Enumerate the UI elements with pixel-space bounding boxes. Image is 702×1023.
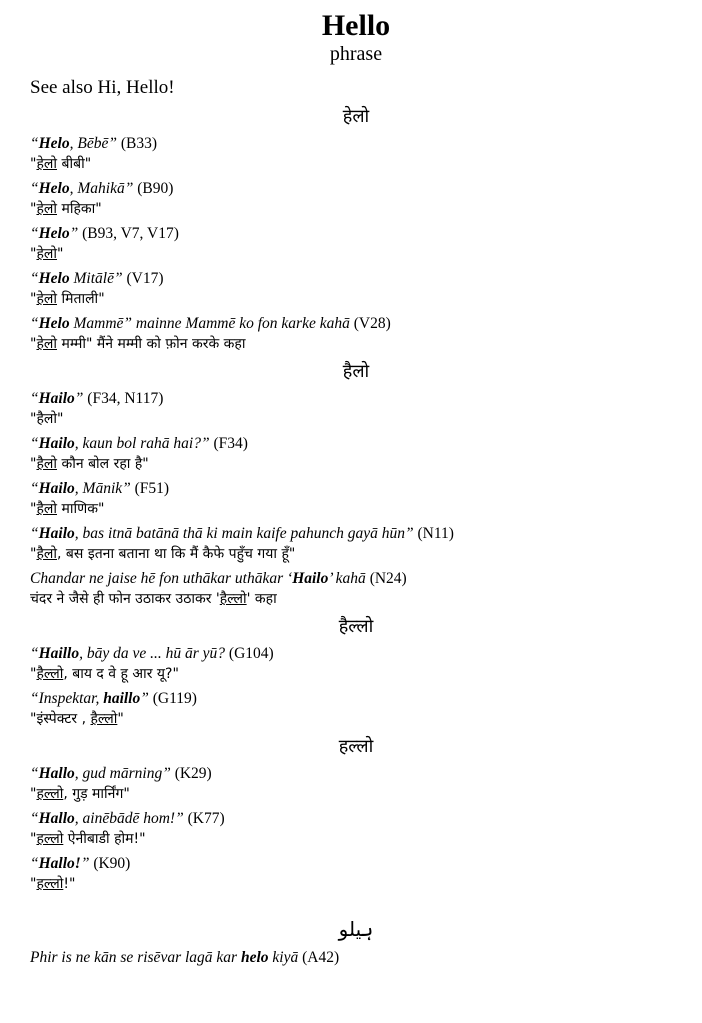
devanagari-pre: "हैलो" xyxy=(30,411,64,427)
entry-latin xyxy=(30,314,682,334)
devanagari-post: , गुड़ मार्निंग" xyxy=(63,786,130,802)
entry-latin xyxy=(30,764,682,784)
part-of-speech: phrase xyxy=(329,43,383,65)
entry-source: (N24) xyxy=(365,570,407,587)
entry-keyword: Hallo xyxy=(38,765,75,782)
entry-quote xyxy=(30,435,210,452)
devanagari-highlight: हेलो xyxy=(36,201,58,217)
entry-latin xyxy=(30,809,682,829)
entry-keyword: Hailo xyxy=(38,480,75,497)
devanagari-post: ' कहा xyxy=(246,591,277,607)
entry-devanagari xyxy=(30,244,682,264)
entry-quote xyxy=(30,525,414,542)
entry-source: (B90) xyxy=(133,180,174,197)
entry-latin xyxy=(30,569,682,589)
entry-keyword: Helo xyxy=(38,225,70,242)
devanagari-post: मम्मी" मैंने मम्मी को फ़ोन करके कहा xyxy=(57,336,246,352)
devanagari-pre: " xyxy=(30,336,37,352)
devanagari-highlight: हैलो xyxy=(36,456,58,472)
urdu-entry xyxy=(30,948,682,968)
entry-pre: “ xyxy=(30,645,39,662)
devanagari-highlight: हैलो xyxy=(36,546,58,562)
entry-post: Mammē” mainne Mammē ko fon karke kahā xyxy=(69,315,350,332)
entry-post: kiyā xyxy=(268,949,299,966)
devanagari-pre: " xyxy=(30,876,37,892)
entry-devanagari xyxy=(30,589,682,609)
entry-keyword: Hailo xyxy=(38,525,75,542)
entry-pre: “ xyxy=(30,270,39,287)
entry-latin xyxy=(30,854,682,874)
devanagari-highlight: हैल्लो xyxy=(90,711,118,727)
entry-latin xyxy=(30,948,682,968)
entry-source: (F34, N117) xyxy=(83,390,164,407)
entry-keyword: helo xyxy=(240,949,269,966)
entry xyxy=(30,269,682,309)
devanagari-highlight: हैल्लो xyxy=(36,666,64,682)
entry-post: , Mahikā” xyxy=(69,180,134,197)
entry xyxy=(30,569,682,609)
entry-keyword: Helo xyxy=(38,270,70,287)
entry-post: ’ kahā xyxy=(328,570,366,587)
entry-pre: “ xyxy=(30,480,39,497)
entry-source: (G119) xyxy=(148,690,197,707)
devanagari-highlight: हल्लो xyxy=(36,831,64,847)
entry-post: , bas itnā batānā thā ki main kaife pahunch gayā hūn” xyxy=(74,525,414,542)
entry-post: , gud mārning” xyxy=(74,765,171,782)
devanagari-highlight: हेलो xyxy=(36,246,58,262)
entry-latin xyxy=(30,269,682,289)
entry-keyword: Hallo! xyxy=(38,855,81,872)
devanagari-highlight: हैल्लो xyxy=(219,591,247,607)
section-heading: हल्लो xyxy=(338,736,374,757)
entry-quote xyxy=(30,135,117,152)
devanagari-post: ऐनीबाडी होम!" xyxy=(63,831,146,847)
entry xyxy=(30,179,682,219)
entry-latin xyxy=(30,524,682,544)
entry-source: (F51) xyxy=(130,480,170,497)
entry-source: (A42) xyxy=(298,949,340,966)
devanagari-pre: " xyxy=(30,156,37,172)
entry-keyword: Helo xyxy=(38,180,70,197)
entry-latin xyxy=(30,134,682,154)
entry xyxy=(30,389,682,429)
devanagari-highlight: हैलो xyxy=(36,501,58,517)
devanagari-post: बीबी" xyxy=(57,156,92,172)
devanagari-pre: " xyxy=(30,831,37,847)
entry-pre: “ xyxy=(30,135,39,152)
entry-post: , Bēbē” xyxy=(69,135,117,152)
devanagari-post: , बाय द वे हू आर यू?" xyxy=(63,666,179,682)
devanagari-post: " xyxy=(57,246,64,262)
entry-devanagari xyxy=(30,199,682,219)
entry xyxy=(30,224,682,264)
entry-keyword: Helo xyxy=(38,135,70,152)
entry-post: ” xyxy=(80,855,90,872)
entry xyxy=(30,764,682,804)
entry-quote xyxy=(30,270,123,287)
entry-pre: “ xyxy=(30,855,39,872)
devanagari-post: " xyxy=(117,711,124,727)
page-title: Hello xyxy=(321,9,391,42)
entry-post: , ainēbādē hom!” xyxy=(74,810,184,827)
entry-pre: “ xyxy=(30,435,39,452)
section-heading: हैल्लो xyxy=(338,616,374,637)
entry-source: (K29) xyxy=(170,765,212,782)
entry-pre: “ xyxy=(30,315,39,332)
entry-keyword: Hallo xyxy=(38,810,75,827)
entry-quote xyxy=(30,765,171,782)
entry-source: (K77) xyxy=(183,810,225,827)
entry xyxy=(30,434,682,474)
entry-quote xyxy=(30,690,149,707)
devanagari-pre: " xyxy=(30,246,37,262)
entry-pre: “Inspektar, xyxy=(30,690,104,707)
entry-pre: Phir is ne kān se risēvar lagā kar xyxy=(30,949,241,966)
entry xyxy=(30,524,682,564)
entry-post: ” xyxy=(69,225,79,242)
entry-latin xyxy=(30,479,682,499)
entry-devanagari xyxy=(30,709,682,729)
devanagari-pre: " xyxy=(30,786,37,802)
devanagari-highlight: हेलो xyxy=(36,336,58,352)
entry-source: (B93, V7, V17) xyxy=(78,225,179,242)
section-heading: हैलो xyxy=(342,361,370,382)
entry-quote xyxy=(30,810,184,827)
entry-post: , Mānik” xyxy=(74,480,131,497)
entry xyxy=(30,314,682,354)
entry-devanagari xyxy=(30,544,682,564)
entry-devanagari xyxy=(30,874,682,894)
entry-post: , bāy da ve ... hū ār yū? xyxy=(79,645,226,662)
devanagari-post: महिका" xyxy=(57,201,102,217)
entry-pre: “ xyxy=(30,810,39,827)
entry xyxy=(30,134,682,174)
entry xyxy=(30,809,682,849)
entry-pre: “ xyxy=(30,390,39,407)
entry-source: (K90) xyxy=(89,855,131,872)
devanagari-pre: चंदर ने जैसे ही फोन उठाकर उठाकर ' xyxy=(30,591,220,607)
entry-keyword: Hailo xyxy=(292,570,329,587)
entry-devanagari xyxy=(30,664,682,684)
entry-quote xyxy=(30,645,225,662)
devanagari-highlight: हल्लो xyxy=(36,876,64,892)
devanagari-pre: " xyxy=(30,501,37,517)
entry-devanagari xyxy=(30,409,682,429)
section-heading: हेलो xyxy=(342,106,370,127)
devanagari-post: कौन बोल रहा है" xyxy=(57,456,149,472)
entry-keyword: Hailo xyxy=(38,390,75,407)
entry-source: (V28) xyxy=(349,315,391,332)
devanagari-pre: " xyxy=(30,456,37,472)
entry-devanagari xyxy=(30,289,682,309)
devanagari-post: मिताली" xyxy=(57,291,105,307)
entry-post: , kaun bol rahā hai?” xyxy=(74,435,210,452)
entry-devanagari xyxy=(30,829,682,849)
entry-source: (B33) xyxy=(116,135,158,152)
entry-source: (V17) xyxy=(122,270,164,287)
entry xyxy=(30,644,682,684)
entry-latin xyxy=(30,389,682,409)
devanagari-highlight: हल्लो xyxy=(36,786,64,802)
entry-latin xyxy=(30,434,682,454)
entry xyxy=(30,479,682,519)
entry-latin xyxy=(30,689,682,709)
entry-devanagari xyxy=(30,334,682,354)
entry-pre: Chandar ne jaise hē fon uthākar uthākar ‘ xyxy=(30,570,293,587)
entry-keyword: Helo xyxy=(38,315,70,332)
entry-pre: “ xyxy=(30,765,39,782)
entry-devanagari xyxy=(30,499,682,519)
section-heading-urdu: ہیلو xyxy=(338,917,374,941)
entry-keyword: Hailo xyxy=(38,435,75,452)
sections-container xyxy=(30,104,682,894)
devanagari-pre: " xyxy=(30,546,37,562)
devanagari-pre: "इंस्पेक्टर , xyxy=(30,711,91,727)
entry-pre: “ xyxy=(30,525,39,542)
entry xyxy=(30,854,682,894)
entry-keyword: haillo xyxy=(103,690,141,707)
entry-source: (F34) xyxy=(209,435,248,452)
entry-post: ” xyxy=(74,390,84,407)
devanagari-post: माणिक" xyxy=(57,501,105,517)
entry-source: (N11) xyxy=(413,525,454,542)
entry-devanagari xyxy=(30,784,682,804)
entry-pre: “ xyxy=(30,225,39,242)
entry-quote xyxy=(30,180,133,197)
entry-quote xyxy=(30,570,366,587)
devanagari-post: !" xyxy=(63,876,76,892)
devanagari-post: , बस इतना बताना था कि मैं कैफे पहुँच गया हूँ" xyxy=(57,546,296,562)
entry-latin xyxy=(30,644,682,664)
entry-latin xyxy=(30,179,682,199)
entry xyxy=(30,689,682,729)
entry-source: (G104) xyxy=(225,645,274,662)
entry-quote xyxy=(30,855,89,872)
entry-devanagari xyxy=(30,454,682,474)
entry-post: ” xyxy=(140,690,149,707)
devanagari-pre: " xyxy=(30,666,37,682)
entry-quote xyxy=(30,390,83,407)
entry-devanagari xyxy=(30,154,682,174)
entry-latin xyxy=(30,224,682,244)
entry-keyword: Haillo xyxy=(38,645,80,662)
entry-quote xyxy=(30,480,131,497)
devanagari-highlight: हेलो xyxy=(36,291,58,307)
entry-pre: “ xyxy=(30,180,39,197)
entry-quote xyxy=(30,225,78,242)
devanagari-highlight: हेलो xyxy=(36,156,58,172)
see-also-note: See also Hi, Hello! xyxy=(30,77,175,98)
devanagari-pre: " xyxy=(30,291,37,307)
entry-quote xyxy=(30,315,350,332)
devanagari-pre: " xyxy=(30,201,37,217)
entry-post: Mitālē” xyxy=(69,270,123,287)
